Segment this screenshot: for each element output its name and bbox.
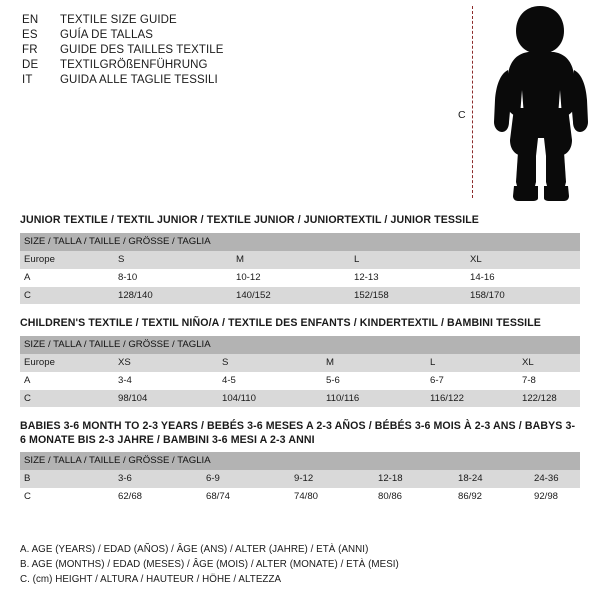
row-label: A [20, 269, 114, 287]
legend-line-a: A. AGE (YEARS) / EDAD (AÑOS) / ÂGE (ANS) / ALTER (JAHRE) / ETÀ (ANNI) [20, 544, 369, 556]
cell: 6-9 [202, 470, 290, 488]
cell: XL [518, 354, 580, 372]
legend-line-c: C. (cm) HEIGHT / ALTURA / HAUTEUR / HÖHE / ALTEZZA [20, 574, 282, 586]
height-measure-line [472, 6, 473, 198]
cell: 12-18 [374, 470, 454, 488]
section-babies [20, 420, 580, 506]
table-row [20, 372, 580, 390]
cell: 8-10 [114, 269, 232, 287]
cell: 4-5 [218, 372, 322, 390]
cell: 9-12 [290, 470, 374, 488]
cell: XS [114, 354, 218, 372]
language-code: EN [22, 14, 39, 26]
cell: 5-6 [322, 372, 426, 390]
language-title: GUIDE DES TAILLES TEXTILE [60, 44, 224, 56]
cell: 62/68 [114, 488, 202, 506]
cell: S [114, 251, 232, 269]
table-row [20, 269, 580, 287]
cell: 140/152 [232, 287, 350, 305]
cell: M [232, 251, 350, 269]
language-row [22, 14, 442, 26]
language-title: TEXTILE SIZE GUIDE [60, 14, 177, 26]
cell: L [350, 251, 466, 269]
measure-label-c: C [458, 109, 466, 121]
cell: 12-13 [350, 269, 466, 287]
row-label: C [20, 488, 114, 506]
toddler-silhouette-icon [488, 4, 593, 202]
cell: 152/158 [350, 287, 466, 305]
language-title: GUIDA ALLE TAGLIE TESSILI [60, 74, 218, 86]
language-code: IT [22, 74, 33, 86]
table-header-row [20, 452, 580, 470]
cell: 7-8 [518, 372, 580, 390]
cell: 128/140 [114, 287, 232, 305]
language-code: FR [22, 44, 38, 56]
language-row [22, 74, 442, 86]
table-header-label: SIZE / TALLA / TAILLE / GRÖSSE / TAGLIA [20, 452, 580, 470]
cell: 68/74 [202, 488, 290, 506]
babies-size-table [20, 452, 580, 506]
language-title: GUÍA DE TALLAS [60, 29, 154, 41]
language-row [22, 29, 442, 41]
cell: 116/122 [426, 390, 518, 408]
table-row [20, 488, 580, 506]
language-title: TEXTILGRÖßENFÜHRUNG [60, 59, 208, 71]
cell: 3-4 [114, 372, 218, 390]
section-title: JUNIOR TEXTILE / TEXTIL JUNIOR / TEXTILE JUNIOR / JUNIORTEXTIL / JUNIOR TESSILE [20, 214, 479, 226]
section-title: BABIES 3-6 MONTH TO 2-3 YEARS / BEBÉS 3-6 MESES A 2-3 AÑOS / BÉBÉS 3-6 MOIS À 2-3 ANS / BABYS 3-6 MONATE BIS 2-3 JAHRE / BAMBINI 3-6 MESI A 2-3 ANNI [20, 420, 576, 446]
language-row [22, 59, 442, 71]
cell: 80/86 [374, 488, 454, 506]
language-code: DE [22, 59, 39, 71]
table-row [20, 390, 580, 408]
cell: 104/110 [218, 390, 322, 408]
table-header-label: SIZE / TALLA / TAILLE / GRÖSSE / TAGLIA [20, 233, 580, 251]
table-row [20, 287, 580, 305]
section-title: CHILDREN'S TEXTILE / TEXTIL NIÑO/A / TEXTILE DES ENFANTS / KINDERTEXTIL / BAMBINI TESSILE [20, 317, 541, 329]
cell: M [322, 354, 426, 372]
cell: S [218, 354, 322, 372]
cell: 3-6 [114, 470, 202, 488]
legend-block [20, 543, 580, 588]
section-children [20, 317, 580, 407]
cell: L [426, 354, 518, 372]
cell: 10-12 [232, 269, 350, 287]
cell: 6-7 [426, 372, 518, 390]
table-header-row [20, 233, 580, 251]
row-label: A [20, 372, 114, 390]
language-title-block [22, 14, 442, 89]
cell: 24-36 [530, 470, 580, 488]
row-label: C [20, 390, 114, 408]
cell: 122/128 [518, 390, 580, 408]
junior-size-table [20, 233, 580, 305]
row-label: B [20, 470, 114, 488]
language-code: ES [22, 29, 38, 41]
cell: 86/92 [454, 488, 530, 506]
cell: XL [466, 251, 580, 269]
table-header-row [20, 336, 580, 354]
legend-line-b: B. AGE (MONTHS) / EDAD (MESES) / ÂGE (MOIS) / ALTER (MONATE) / ETÀ (MESI) [20, 559, 399, 571]
table-row [20, 470, 580, 488]
cell: 18-24 [454, 470, 530, 488]
cell: 74/80 [290, 488, 374, 506]
language-row [22, 44, 442, 56]
table-header-label: SIZE / TALLA / TAILLE / GRÖSSE / TAGLIA [20, 336, 580, 354]
table-row [20, 251, 580, 269]
row-label: C [20, 287, 114, 305]
row-label: Europe [20, 251, 114, 269]
row-label: Europe [20, 354, 114, 372]
cell: 158/170 [466, 287, 580, 305]
table-row [20, 354, 580, 372]
cell: 14-16 [466, 269, 580, 287]
cell: 110/116 [322, 390, 426, 408]
cell: 92/98 [530, 488, 580, 506]
cell: 98/104 [114, 390, 218, 408]
measurement-figure [450, 4, 595, 204]
children-size-table [20, 336, 580, 408]
section-junior [20, 214, 580, 304]
